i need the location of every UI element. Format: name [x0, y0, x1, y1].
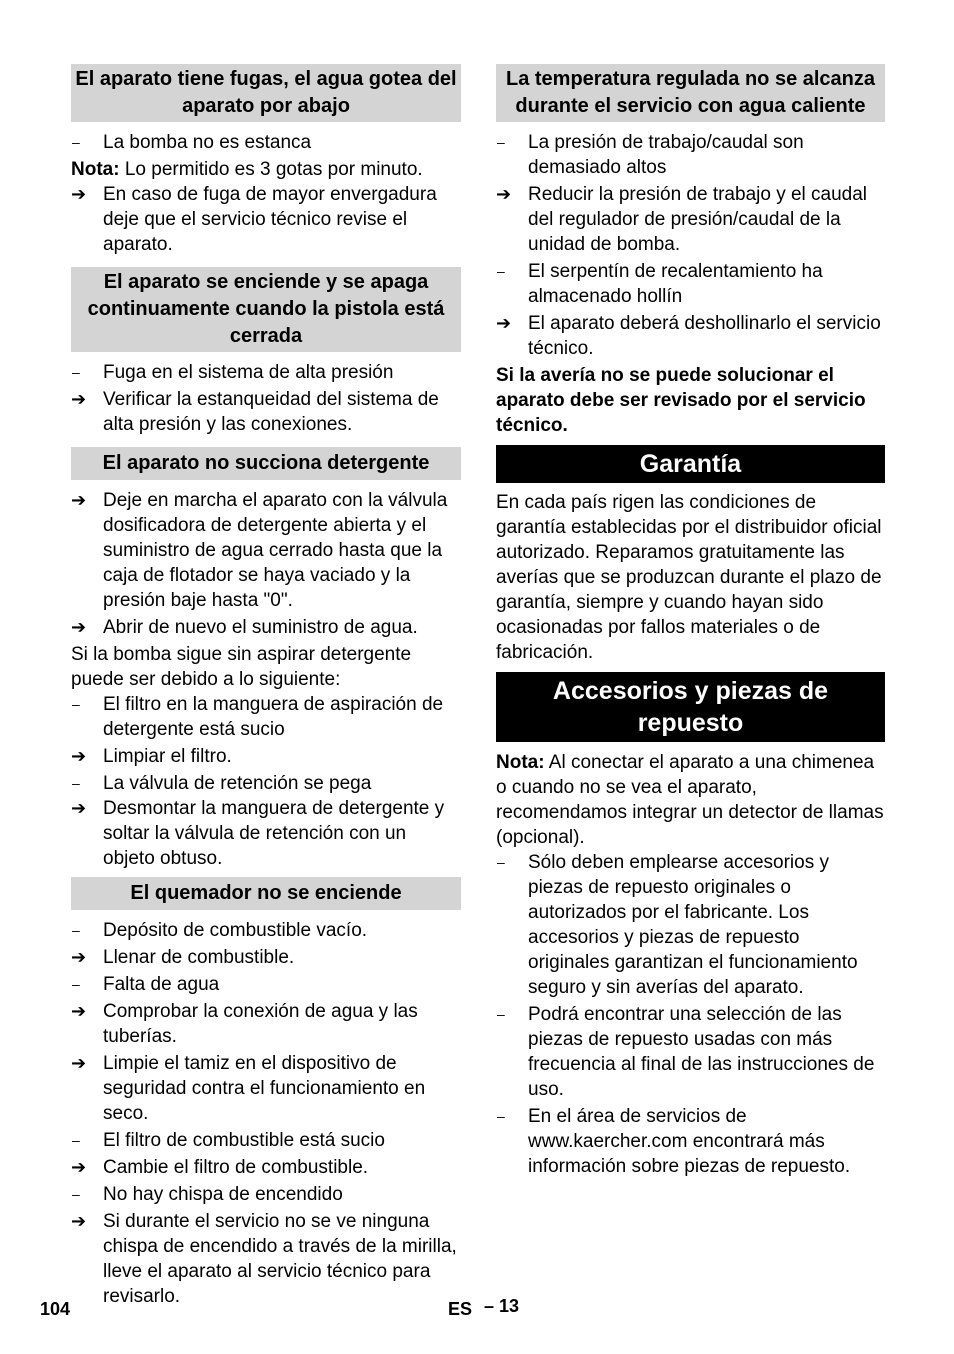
arrow-icon: ➔ — [71, 389, 87, 409]
arrow-icon: ➔ — [71, 1157, 87, 1177]
dash-marker: – — [72, 134, 80, 150]
list-item: ➔ Abrir de nuevo el suministro de agua. — [71, 617, 418, 638]
heading-detergente: El aparato no succiona detergente — [71, 447, 461, 480]
list-item: – Sólo deben emplearse accesorios y piezas de repuesto originales o autorizados por el fabricante. Los accesorios y piezas de repuesto originales garantizan el funcionamiento seguro y sin averías del aparato. — [497, 852, 858, 998]
arrow-icon: ➔ — [71, 1211, 87, 1231]
note: Nota: Al conectar el aparato a una chimenea o cuando no se vea el aparato, recomendamos integrar un detector de llamas (opcional). — [496, 752, 884, 848]
list-item: ➔ Limpiar el filtro. — [71, 746, 232, 767]
bold-note: Si la avería no se puede solucionar el aparato debe ser revisado por el servicio técnico. — [496, 365, 866, 436]
dash-marker: – — [497, 263, 505, 279]
list-item: ➔ Si durante el servicio no se ve ninguna chispa de encendido a través de la mirilla, lleve el aparato al servicio técnico para revisarlo. — [71, 1211, 457, 1307]
heading-temperatura: La temperatura regulada no se alcanza durante el servicio con agua caliente — [496, 64, 885, 122]
list-item: ➔ El aparato deberá deshollinarlo el servicio técnico. — [496, 313, 881, 359]
list-item: ➔ Verificar la estanqueidad del sistema de alta presión y las conexiones. — [71, 389, 439, 435]
note: Nota: Lo permitido es 3 gotas por minuto. — [71, 159, 423, 180]
dash-marker: – — [72, 922, 80, 938]
list-item: ➔ Desmontar la manguera de detergente y soltar la válvula de retención con un objeto obtuso. — [71, 798, 445, 869]
list-item: – El serpentín de recalentamiento ha almacenado hollín — [497, 261, 823, 307]
arrow-icon: ➔ — [71, 746, 87, 766]
list-item: – La presión de trabajo/caudal son demasiado altos — [497, 132, 804, 178]
left-column — [71, 64, 461, 1309]
list-item: – La válvula de retención se pega — [72, 773, 372, 794]
list-item: – No hay chispa de encendido — [72, 1184, 343, 1205]
heading-garantia: Garantía — [496, 445, 885, 483]
dash-marker: – — [72, 696, 80, 712]
page-number: 104 — [40, 1299, 71, 1319]
list-item: ➔ Reducir la presión de trabajo y el caudal del regulador de presión/caudal de la unidad de bomba. — [496, 184, 868, 255]
heading-accesorios: Accesorios y piezas de repuesto — [496, 672, 885, 742]
list-item: – Depósito de combustible vacío. — [72, 920, 368, 941]
list-item: – La bomba no es estanca — [72, 132, 312, 153]
paragraph: Si la bomba sigue sin aspirar detergente puede ser debido a lo siguiente: — [71, 644, 412, 690]
list-item: ➔ Llenar de combustible. — [71, 947, 295, 968]
list-item: ➔ Comprobar la conexión de agua y las tuberías. — [71, 1001, 418, 1047]
language-code: ES — [448, 1299, 473, 1319]
dash-marker: – — [497, 1108, 505, 1124]
dash-marker: – — [497, 854, 505, 870]
list-item: ➔ Deje en marcha el aparato con la válvula dosificadora de detergente abierta y el suministro de agua cerrado hasta que la caja de flotador se haya vaciado y la presión baje hasta "0". — [71, 490, 448, 611]
list-item: – En el área de servicios de www.kaercher.com encontrará más información sobre piezas de repuesto. — [497, 1106, 851, 1177]
dash-marker: – — [497, 1006, 505, 1022]
right-column — [496, 64, 885, 1179]
arrow-icon: ➔ — [496, 184, 512, 204]
list-item: – El filtro de combustible está sucio — [72, 1130, 385, 1151]
arrow-icon: ➔ — [71, 617, 87, 637]
arrow-icon: ➔ — [71, 798, 87, 818]
list-item: ➔ En caso de fuga de mayor envergadura deje que el servicio técnico revise el aparato. — [71, 184, 437, 255]
heading-quemador: El quemador no se enciende — [71, 877, 461, 910]
section-page-number: – 13 — [484, 1296, 520, 1316]
arrow-icon: ➔ — [71, 947, 87, 967]
arrow-icon: ➔ — [71, 1053, 87, 1073]
dash-marker: – — [497, 134, 505, 150]
list-item: ➔ Limpie el tamiz en el dispositivo de seguridad contra el funcionamiento en seco. — [71, 1053, 426, 1124]
list-item: – Podrá encontrar una selección de las piezas de repuesto usadas con más frecuencia al final de las instrucciones de uso. — [497, 1004, 875, 1100]
dash-marker: – — [72, 1132, 80, 1148]
heading-enciende-apaga: El aparato se enciende y se apaga continuamente cuando la pistola está cerrada — [71, 267, 461, 352]
list-item: – El filtro en la manguera de aspiración de detergente está sucio — [72, 694, 444, 740]
list-item: – Fuga en el sistema de alta presión — [72, 362, 394, 383]
arrow-icon: ➔ — [496, 313, 512, 333]
arrow-icon: ➔ — [71, 184, 87, 204]
list-item: ➔ Cambie el filtro de combustible. — [71, 1157, 369, 1178]
list-item: – Falta de agua — [72, 974, 220, 995]
arrow-icon: ➔ — [71, 490, 87, 510]
heading-fugas: El aparato tiene fugas, el agua gotea del aparato por abajo — [71, 64, 461, 122]
dash-marker: – — [72, 976, 80, 992]
garantia-text: En cada país rigen las condiciones de garantía establecidas por el distribuidor oficial autorizado. Reparamos gratuitamente las averías que se produzcan durante el plazo de garantía, siempre y cuando hayan sido ocasionadas por fallos materiales o de fabricación. — [496, 492, 882, 663]
arrow-icon: ➔ — [71, 1001, 87, 1021]
dash-marker: – — [72, 775, 80, 791]
dash-marker: – — [72, 1186, 80, 1202]
dash-marker: – — [72, 364, 80, 380]
